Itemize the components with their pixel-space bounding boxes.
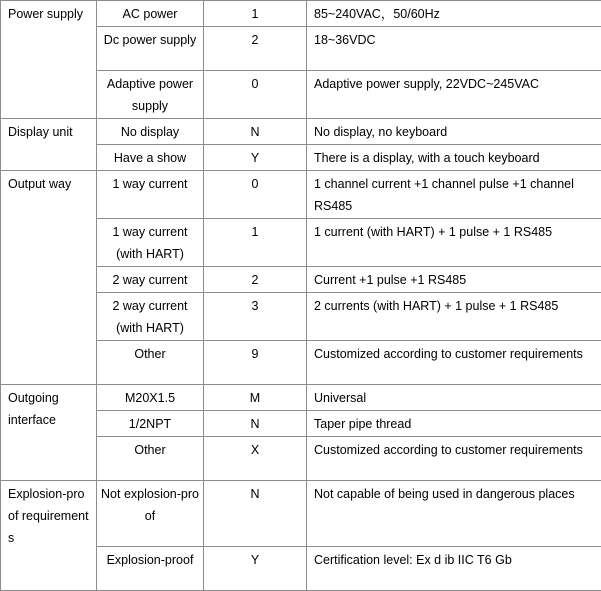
option-cell: 1/2NPT bbox=[97, 411, 204, 437]
description-cell: Adaptive power supply, 22VDC~245VAC bbox=[307, 71, 601, 119]
category-cell: Display unit bbox=[1, 119, 97, 171]
category-cell: Power supply bbox=[1, 1, 97, 119]
option-cell: 1 way current bbox=[97, 171, 204, 219]
description-cell: Universal bbox=[307, 385, 601, 411]
category-cell: Output way bbox=[1, 171, 97, 385]
table-row bbox=[1, 481, 601, 547]
code-cell: N bbox=[204, 481, 307, 547]
code-cell: 9 bbox=[204, 341, 307, 385]
code-cell: N bbox=[204, 119, 307, 145]
code-cell: 1 bbox=[204, 1, 307, 27]
option-cell: Dc power supply bbox=[97, 27, 204, 71]
option-cell: AC power bbox=[97, 1, 204, 27]
description-cell: Customized according to customer requirements bbox=[307, 437, 601, 481]
option-cell: 1 way current (with HART) bbox=[97, 219, 204, 267]
option-cell: M20X1.5 bbox=[97, 385, 204, 411]
description-cell: 18~36VDC bbox=[307, 27, 601, 71]
option-cell: Adaptive power supply bbox=[97, 71, 204, 119]
table-row bbox=[1, 1, 601, 27]
category-cell: Outgoing interface bbox=[1, 385, 97, 481]
code-cell: 0 bbox=[204, 171, 307, 219]
description-cell: Taper pipe thread bbox=[307, 411, 601, 437]
code-cell: X bbox=[204, 437, 307, 481]
description-cell: 1 channel current +1 channel pulse +1 channel RS485 bbox=[307, 171, 601, 219]
table-row bbox=[1, 385, 601, 411]
code-cell: 2 bbox=[204, 267, 307, 293]
description-cell: Not capable of being used in dangerous places bbox=[307, 481, 601, 547]
code-cell: Y bbox=[204, 145, 307, 171]
code-cell: 0 bbox=[204, 71, 307, 119]
option-cell: Explosion-proof bbox=[97, 547, 204, 591]
option-cell: Other bbox=[97, 437, 204, 481]
description-cell: 2 currents (with HART) + 1 pulse + 1 RS485 bbox=[307, 293, 601, 341]
description-cell: No display, no keyboard bbox=[307, 119, 601, 145]
table-row bbox=[1, 171, 601, 219]
option-cell: 2 way current bbox=[97, 267, 204, 293]
description-cell: Customized according to customer requirements bbox=[307, 341, 601, 385]
category-cell: Explosion-proof requirements bbox=[1, 481, 97, 591]
table-row bbox=[1, 119, 601, 145]
option-cell: Other bbox=[97, 341, 204, 385]
description-cell: Current +1 pulse +1 RS485 bbox=[307, 267, 601, 293]
code-cell: 1 bbox=[204, 219, 307, 267]
description-cell: Certification level: Ex d ib IIC T6 Gb bbox=[307, 547, 601, 591]
code-cell: 2 bbox=[204, 27, 307, 71]
code-cell: N bbox=[204, 411, 307, 437]
option-cell: 2 way current (with HART) bbox=[97, 293, 204, 341]
option-cell: Have a show bbox=[97, 145, 204, 171]
option-cell: No display bbox=[97, 119, 204, 145]
code-cell: Y bbox=[204, 547, 307, 591]
description-cell: 85~240VAC，50/60Hz bbox=[307, 1, 601, 27]
description-cell: There is a display, with a touch keyboard bbox=[307, 145, 601, 171]
code-cell: 3 bbox=[204, 293, 307, 341]
description-cell: 1 current (with HART) + 1 pulse + 1 RS485 bbox=[307, 219, 601, 267]
code-cell: M bbox=[204, 385, 307, 411]
option-cell: Not explosion-proof bbox=[97, 481, 204, 547]
